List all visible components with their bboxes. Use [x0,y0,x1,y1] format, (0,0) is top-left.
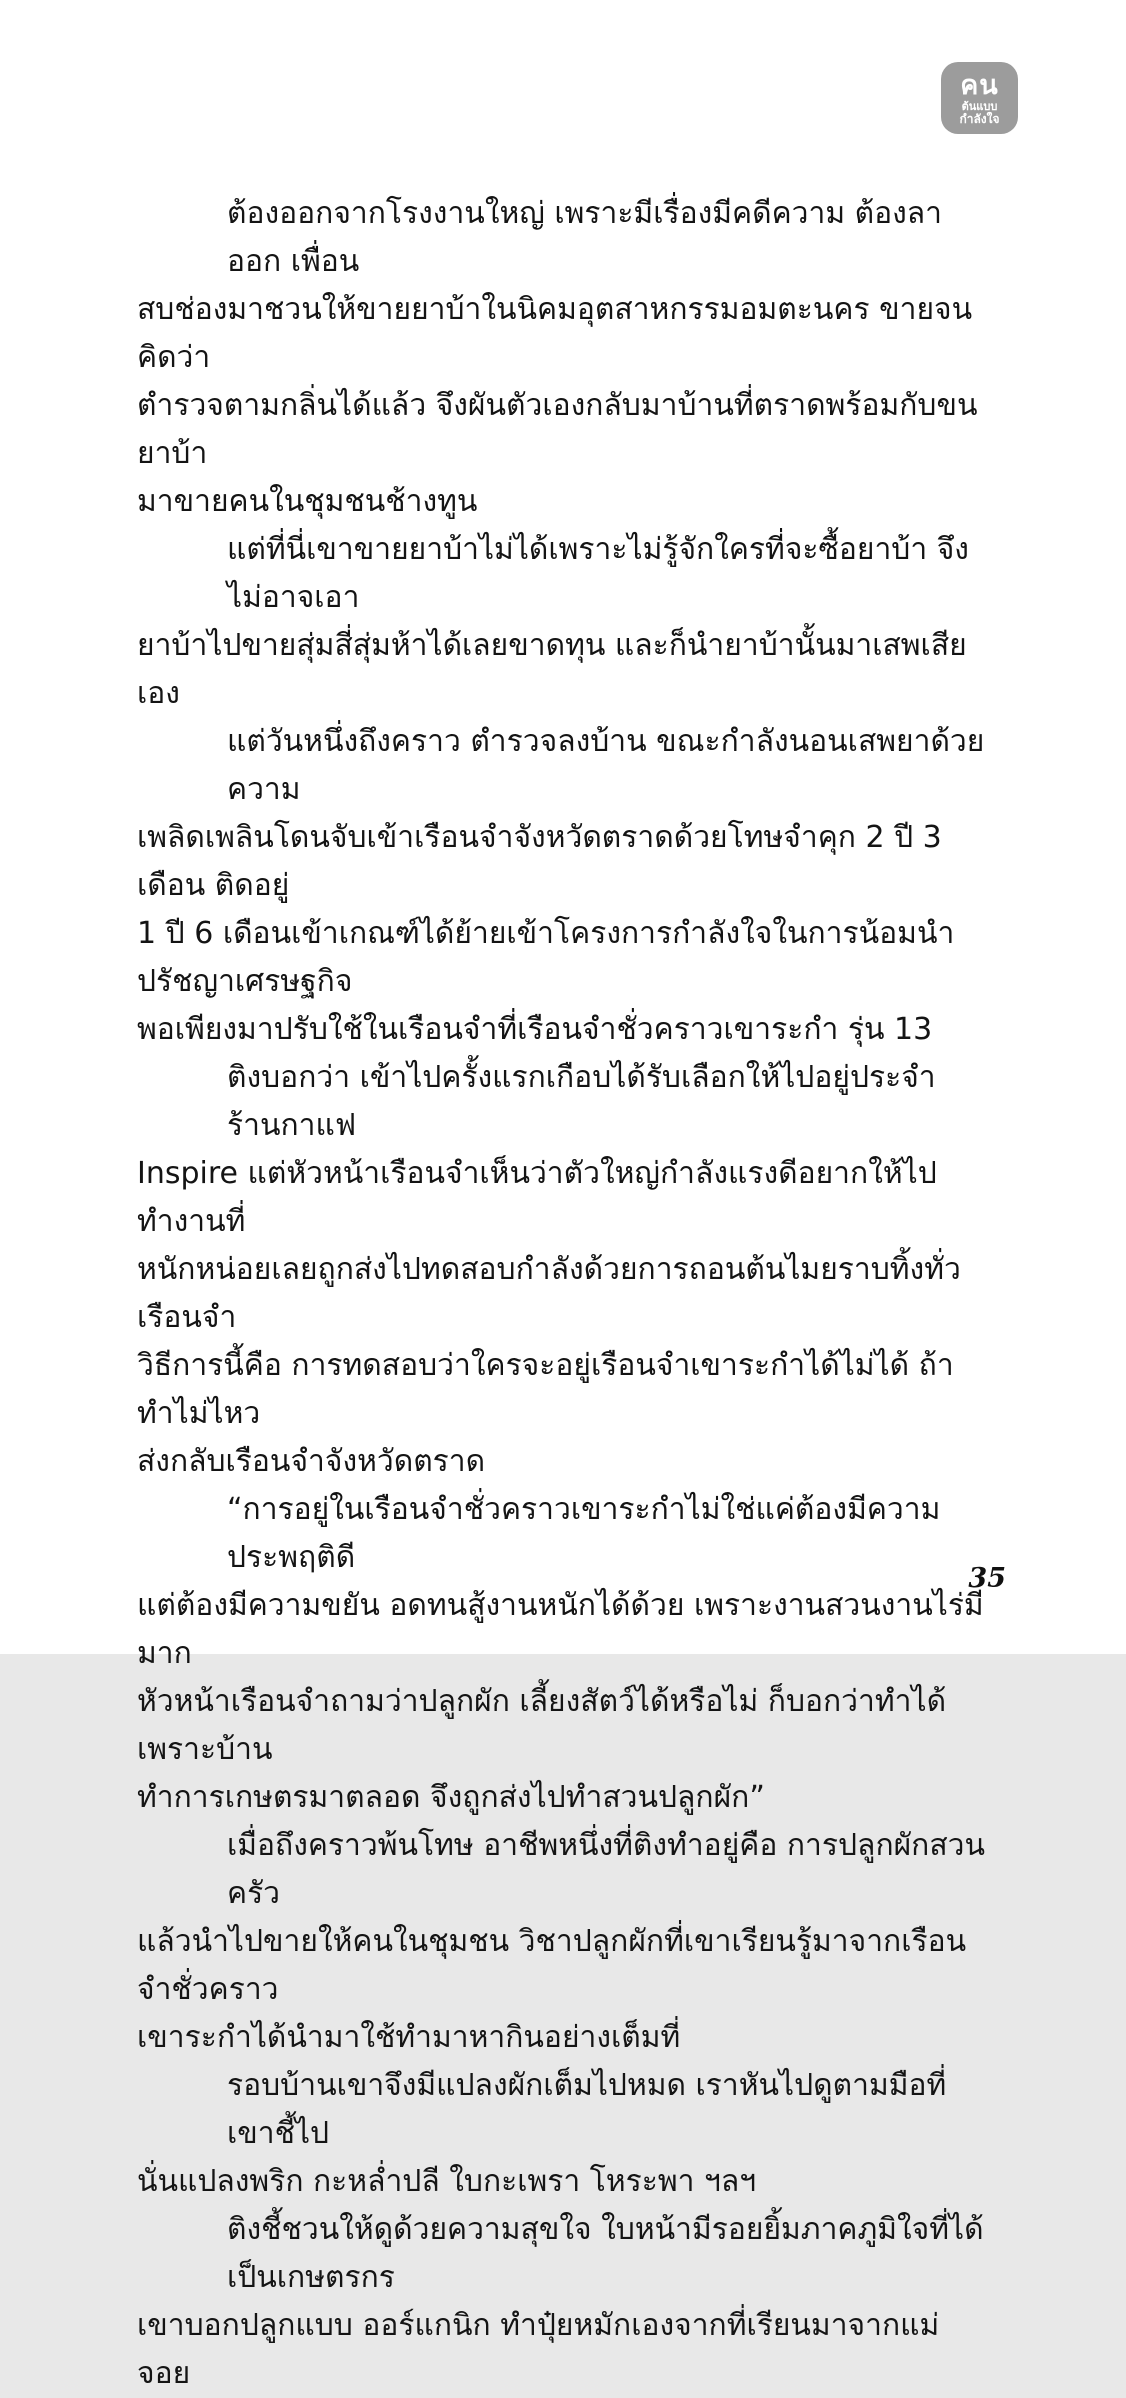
text-line: ติงบอกว่า เข้าไปครั้งแรกเกือบได้รับเลือกให้ไปอยู่ประจำร้านกาแฟ [227,1060,936,1143]
text-line: นั่นแปลงพริก กะหล่ำปลี ใบกะเพรา โหระพา ฯลฯ [137,2164,757,2199]
text-line: ตำรวจตามกลิ่นได้แล้ว จึงผันตัวเองกลับมาบ้านที่ตราดพร้อมกับขนยาบ้า [137,388,978,471]
text-line: 1 ปี 6 เดือนเข้าเกณฑ์ได้ย้ายเข้าโครงการกำลังใจในการน้อมนำปรัชญาเศรษฐกิจ [137,916,955,999]
text-line: รอบบ้านเขาจึงมีแปลงผักเต็มไปหมด เราหันไปดูตามมือที่เขาชี้ไป [227,2068,947,2151]
text-line: ต้องออกจากโรงงานใหญ่ เพราะมีเรื่องมีคดีความ ต้องลาออก เพื่อน [227,196,943,279]
paragraph [137,190,988,526]
text-line: ติงชี้ชวนให้ดูด้วยความสุขใจ ใบหน้ามีรอยยิ้มภาคภูมิใจที่ได้เป็นเกษตรกร [227,2212,984,2295]
paragraph [137,1054,988,1486]
text-line: ยาบ้าไปขายสุ่มสี่สุ่มห้าได้เลยขาดทุน และก็นำยาบ้านั้นมาเสพเสียเอง [137,628,967,711]
text-line: เพลิดเพลินโดนจับเข้าเรือนจำจังหวัดตราดด้วยโทษจำคุก 2 ปี 3 เดือน ติดอยู่ [137,820,942,903]
paragraph [137,2062,988,2206]
text-line: พอเพียงมาปรับใช้ในเรือนจำที่เรือนจำชั่วคราวเขาระกำ รุ่น 13 [137,1012,933,1047]
text-line: แต่ที่นี่เขาขายยาบ้าไม่ได้เพราะไม่รู้จักใครที่จะซื้อยาบ้า จึงไม่อาจเอา [227,532,969,615]
text-line: มาขายคนในชุมชนช้างทูน [137,484,478,519]
text-line: ส่งกลับเรือนจำจังหวัดตราด [137,1444,486,1479]
text-line: แต่วันหนึ่งถึงคราว ตำรวจลงบ้าน ขณะกำลังนอนเสพยาด้วยความ [227,724,985,807]
body-text [137,190,988,2398]
text-line: สบช่องมาชวนให้ขายยาบ้าในนิคมอุตสาหกรรมอมตะนคร ขายจนคิดว่า [137,292,973,375]
paragraph [137,2206,988,2398]
text-line: แล้วนำไปขายให้คนในชุมชน วิชาปลูกผักที่เขาเรียนรู้มาจากเรือนจำชั่วคราว [137,1924,967,2007]
logo-title: คน [960,69,999,101]
paragraph [137,526,988,718]
text-line: เขาระกำได้นำมาใช้ทำมาหากินอย่างเต็มที่ [137,2020,681,2055]
text-line: เมื่อถึงคราวพ้นโทษ อาชีพหนึ่งที่ติงทำอยู่คือ การปลูกผักสวนครัว [227,1828,986,1911]
paragraph-quote [137,1486,988,1822]
text-line: หนักหน่อยเลยถูกส่งไปทดสอบกำลังด้วยการถอนต้นไมยราบทิ้งทั่วเรือนจำ [137,1252,961,1335]
text-line: วิธีการนี้คือ การทดสอบว่าใครจะอยู่เรือนจำเขาระกำได้ไม่ได้ ถ้าทำไม่ไหว [137,1348,954,1431]
text-line: Inspire แต่หัวหน้าเรือนจำเห็นว่าตัวใหญ่กำลังแรงดีอยากให้ไปทำงานที่ [137,1156,937,1239]
text-line: ทำการเกษตรมาตลอด จึงถูกส่งไปทำสวนปลูกผัก” [137,1780,765,1815]
paragraph [137,718,988,1054]
logo-subtitle-1: ต้นแบบ [961,99,998,113]
text-line: แต่ต้องมีความขยัน อดทนสู้งานหนักได้ด้วย เพราะงานสวนงานไร่มีมาก [137,1588,984,1671]
text-line: เขาบอกปลูกแบบ ออร์แกนิก ทำปุ๋ยหมักเองจากที่เรียนมาจากแม่จอย [137,2308,940,2391]
text-line: หัวหน้าเรือนจำถามว่าปลูกผัก เลี้ยงสัตว์ได้หรือไม่ ก็บอกว่าทำได้เพราะบ้าน [137,1684,947,1767]
publisher-logo [941,62,1018,134]
paragraph [137,1822,988,2062]
logo-subtitle-2: กำลังใจ [959,111,1000,126]
text-line: “การอยู่ในเรือนจำชั่วคราวเขาระกำไม่ใช่แค่ต้องมีความประพฤติดี [227,1492,941,1575]
page-number: 35 [968,1563,1006,1594]
